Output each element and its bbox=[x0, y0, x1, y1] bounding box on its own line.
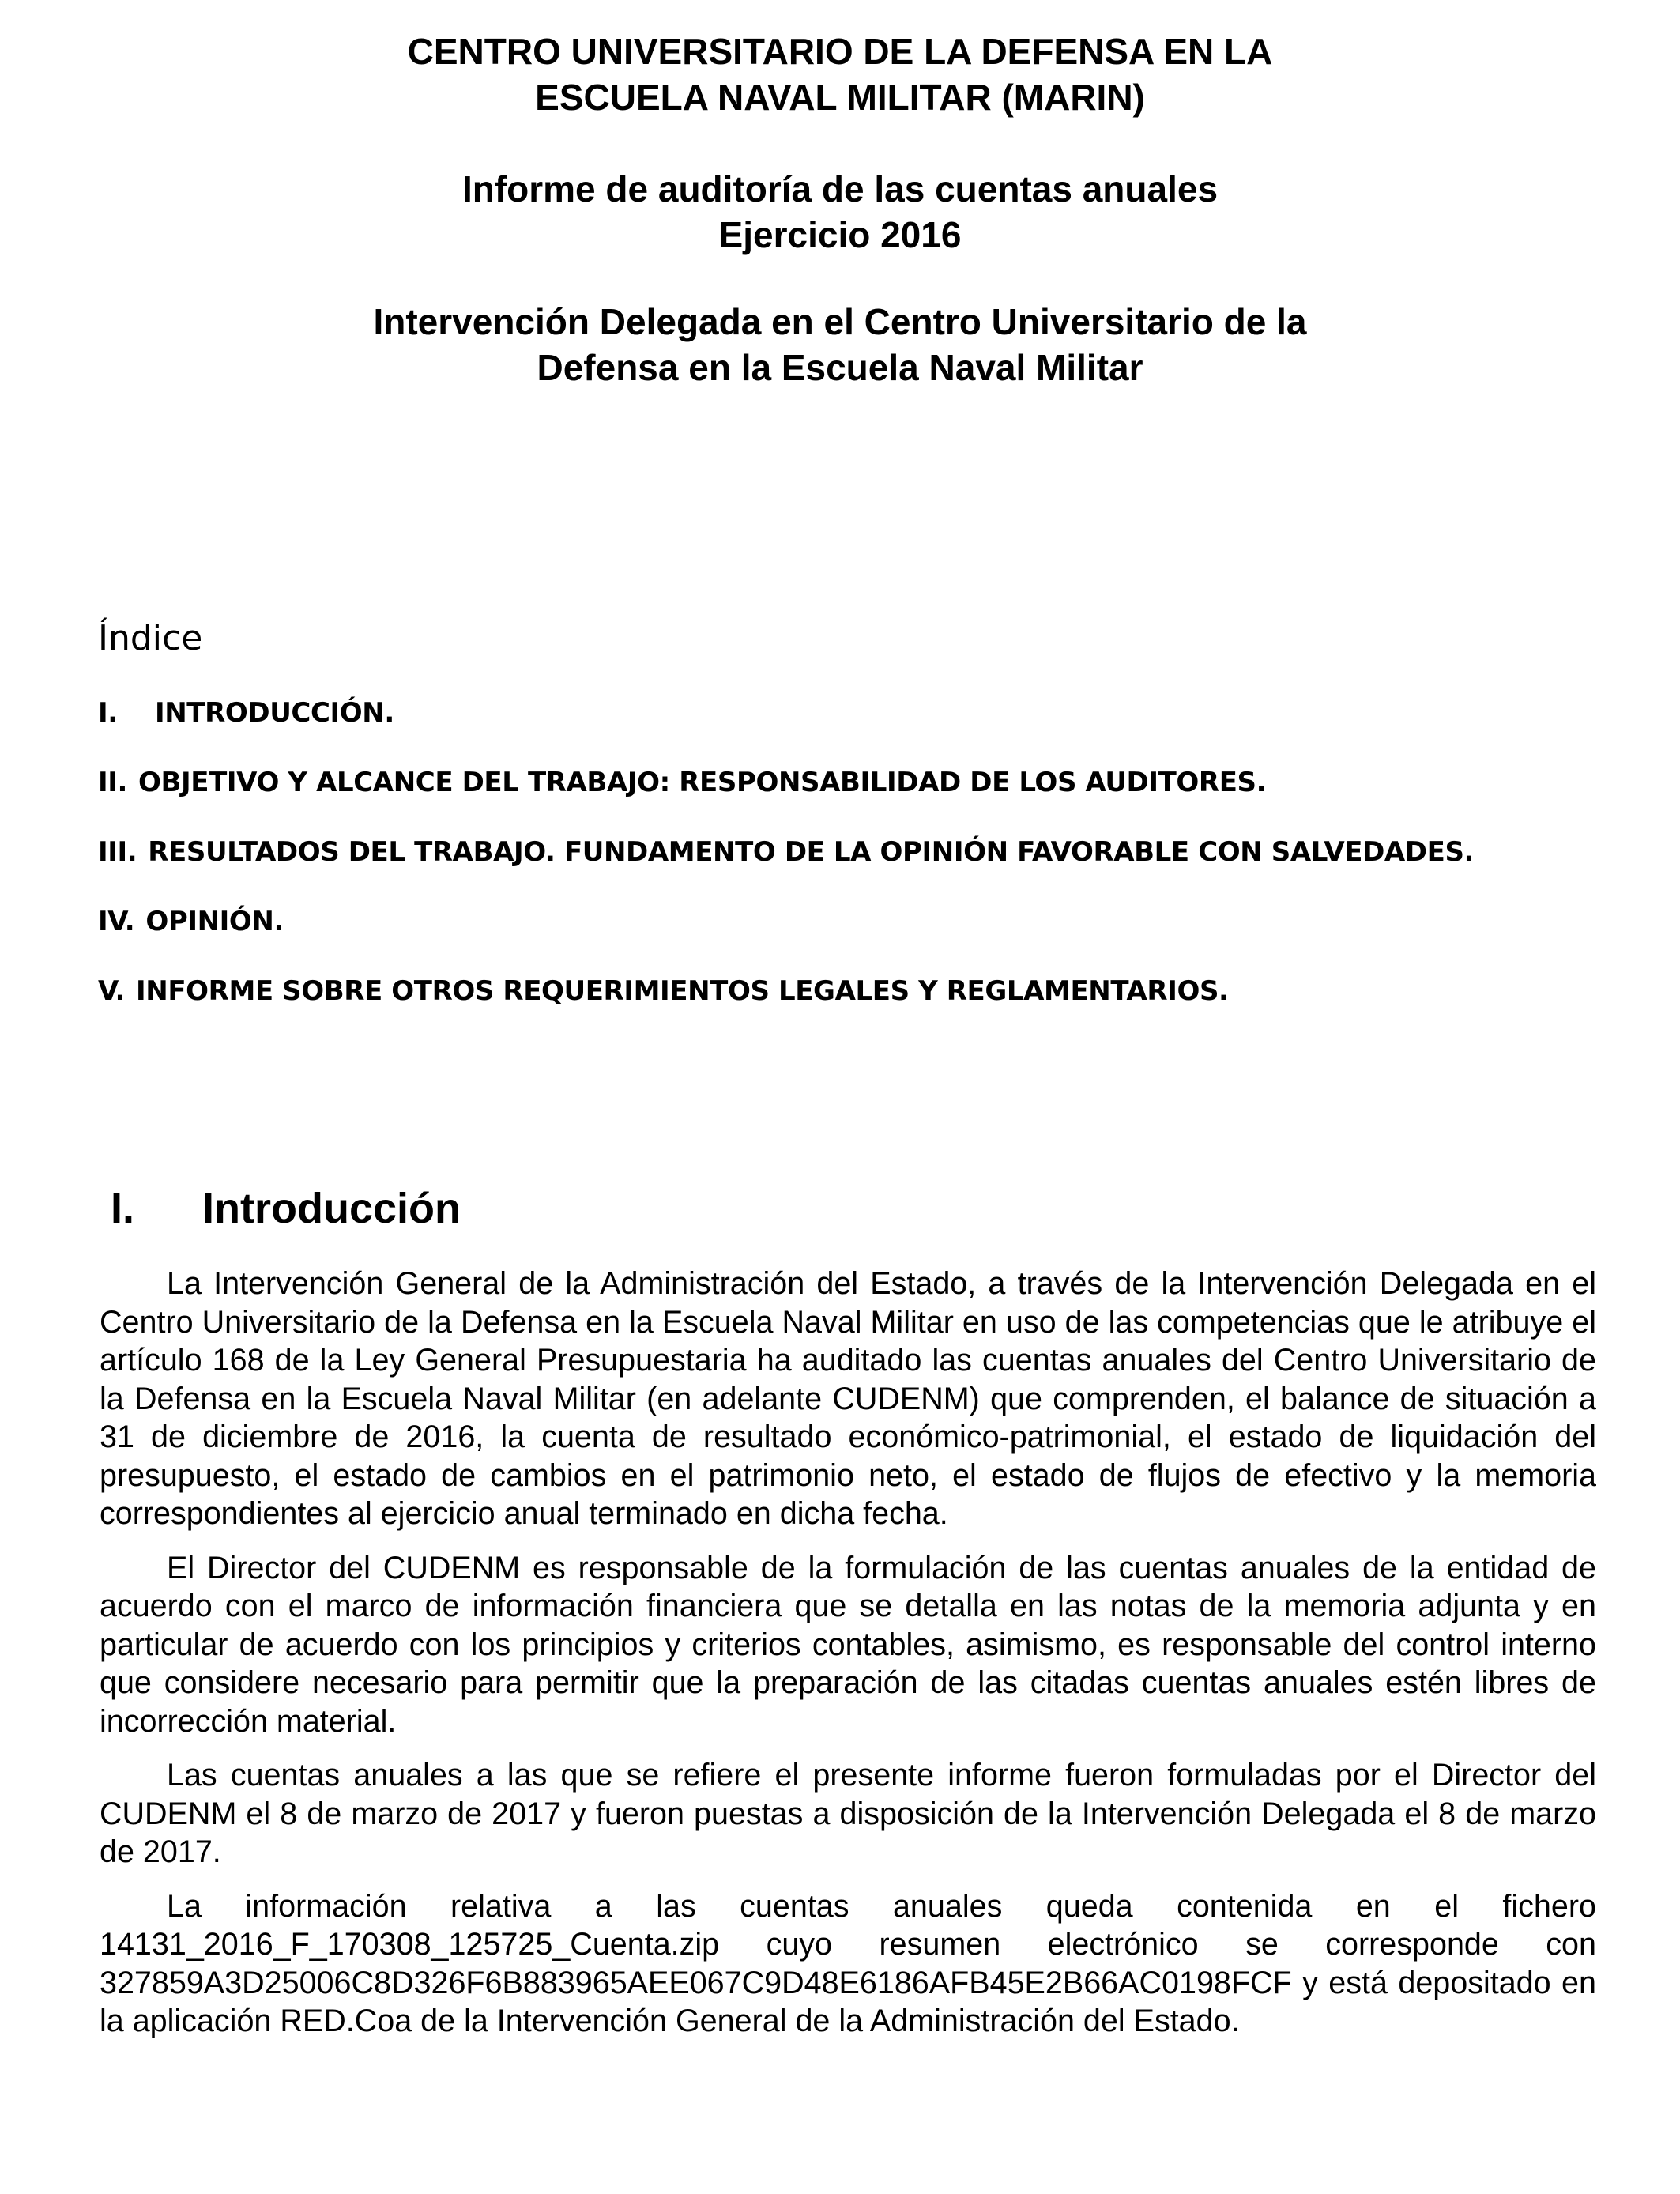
toc-item-label: OPINIÓN. bbox=[145, 906, 284, 937]
toc-item-label: INFORME SOBRE OTROS REQUERIMIENTOS LEGALES Y REGLAMENTARIOS. bbox=[136, 975, 1229, 1007]
toc-item-number: IV. bbox=[98, 906, 135, 937]
toc-item-number: V. bbox=[98, 975, 126, 1007]
toc-item[interactable] bbox=[98, 694, 1599, 763]
toc-item-number: I. bbox=[98, 697, 118, 729]
paragraph: El Director del CUDENM es responsable de la formulación de las cuentas anuales de la entidad de acuerdo con el marco de información financiera que se detalla en las notas de la memoria adjunta y en particular de acuerdo con los principios y criterios contables, asimismo, es responsable del control interno que considere necesario para permitir que la preparación de las citadas cuentas anuales estén libres de incorrección material. bbox=[100, 1550, 1596, 1739]
issuer-line-2: Defensa en la Escuela Naval Militar bbox=[537, 347, 1143, 388]
institution-line-2: ESCUELA NAVAL MILITAR (MARIN) bbox=[535, 77, 1145, 118]
fiscal-year: Ejercicio 2016 bbox=[718, 214, 962, 255]
toc-item-number: III. bbox=[98, 836, 137, 868]
toc-item[interactable] bbox=[98, 972, 1599, 1042]
report-header bbox=[101, 28, 1579, 390]
toc-item[interactable] bbox=[98, 763, 1599, 833]
introduction-body bbox=[100, 1265, 1596, 2041]
section-title: Introducción bbox=[202, 1185, 461, 1232]
toc-item-label: RESULTADOS DEL TRABAJO. FUNDAMENTO DE LA OPINIÓN FAVORABLE CON SALVEDADES. bbox=[148, 836, 1475, 868]
table-of-contents bbox=[98, 694, 1599, 1042]
issuer-line-1: Intervención Delegada en el Centro Universitario de la bbox=[373, 301, 1307, 342]
paragraph: Las cuentas anuales a las que se refiere el presente informe fueron formuladas por el Director del CUDENM el 8 de marzo de 2017 y fueron puestas a disposición de la Intervención Delegada el 8 de marzo de 2017. bbox=[100, 1758, 1596, 1869]
report-title: Informe de auditoría de las cuentas anuales bbox=[461, 168, 1219, 209]
toc-item-label: OBJETIVO Y ALCANCE DEL TRABAJO: RESPONSABILIDAD DE LOS AUDITORES. bbox=[138, 767, 1267, 798]
toc-item-number: II. bbox=[98, 767, 128, 798]
section-heading-introduction bbox=[111, 1184, 461, 1233]
toc-item[interactable] bbox=[98, 903, 1599, 972]
index-title: Índice bbox=[98, 618, 203, 658]
toc-item-label: INTRODUCCIÓN. bbox=[155, 697, 394, 729]
toc-item[interactable] bbox=[98, 833, 1599, 903]
section-number: I. bbox=[111, 1185, 135, 1232]
paragraph: La información relativa a las cuentas anuales queda contenida en el fichero 14131_2016_F_170308_125725_Cuenta.zip cuyo resumen electrónico se corresponde con 327859A3D25006C8D326F6B883965AEE067C9D48E6186AFB45E2B66AC0198FCF y está depositado en la aplicación RED.Coa de la Intervención General de la Administración del Estado. bbox=[100, 1888, 1596, 2038]
paragraph: La Intervención General de la Administración del Estado, a través de la Intervención Delegada en el Centro Universitario de la Defensa en la Escuela Naval Militar en uso de las competencias que le atribuye el artículo 168 de la Ley General Presupuestaria ha auditado las cuentas anuales del Centro Universitario de la Defensa en la Escuela Naval Militar (en adelante CUDENM) que comprenden, el balance de situación a 31 de diciembre de 2016, la cuenta de resultado económico-patrimonial, el estado de liquidación del presupuesto, el estado de cambios en el patrimonio neto, el estado de flujos de efectivo y la memoria correspondientes al ejercicio anual terminado en dicha fecha. bbox=[100, 1266, 1596, 1531]
institution-line-1: CENTRO UNIVERSITARIO DE LA DEFENSA EN LA bbox=[407, 31, 1273, 72]
